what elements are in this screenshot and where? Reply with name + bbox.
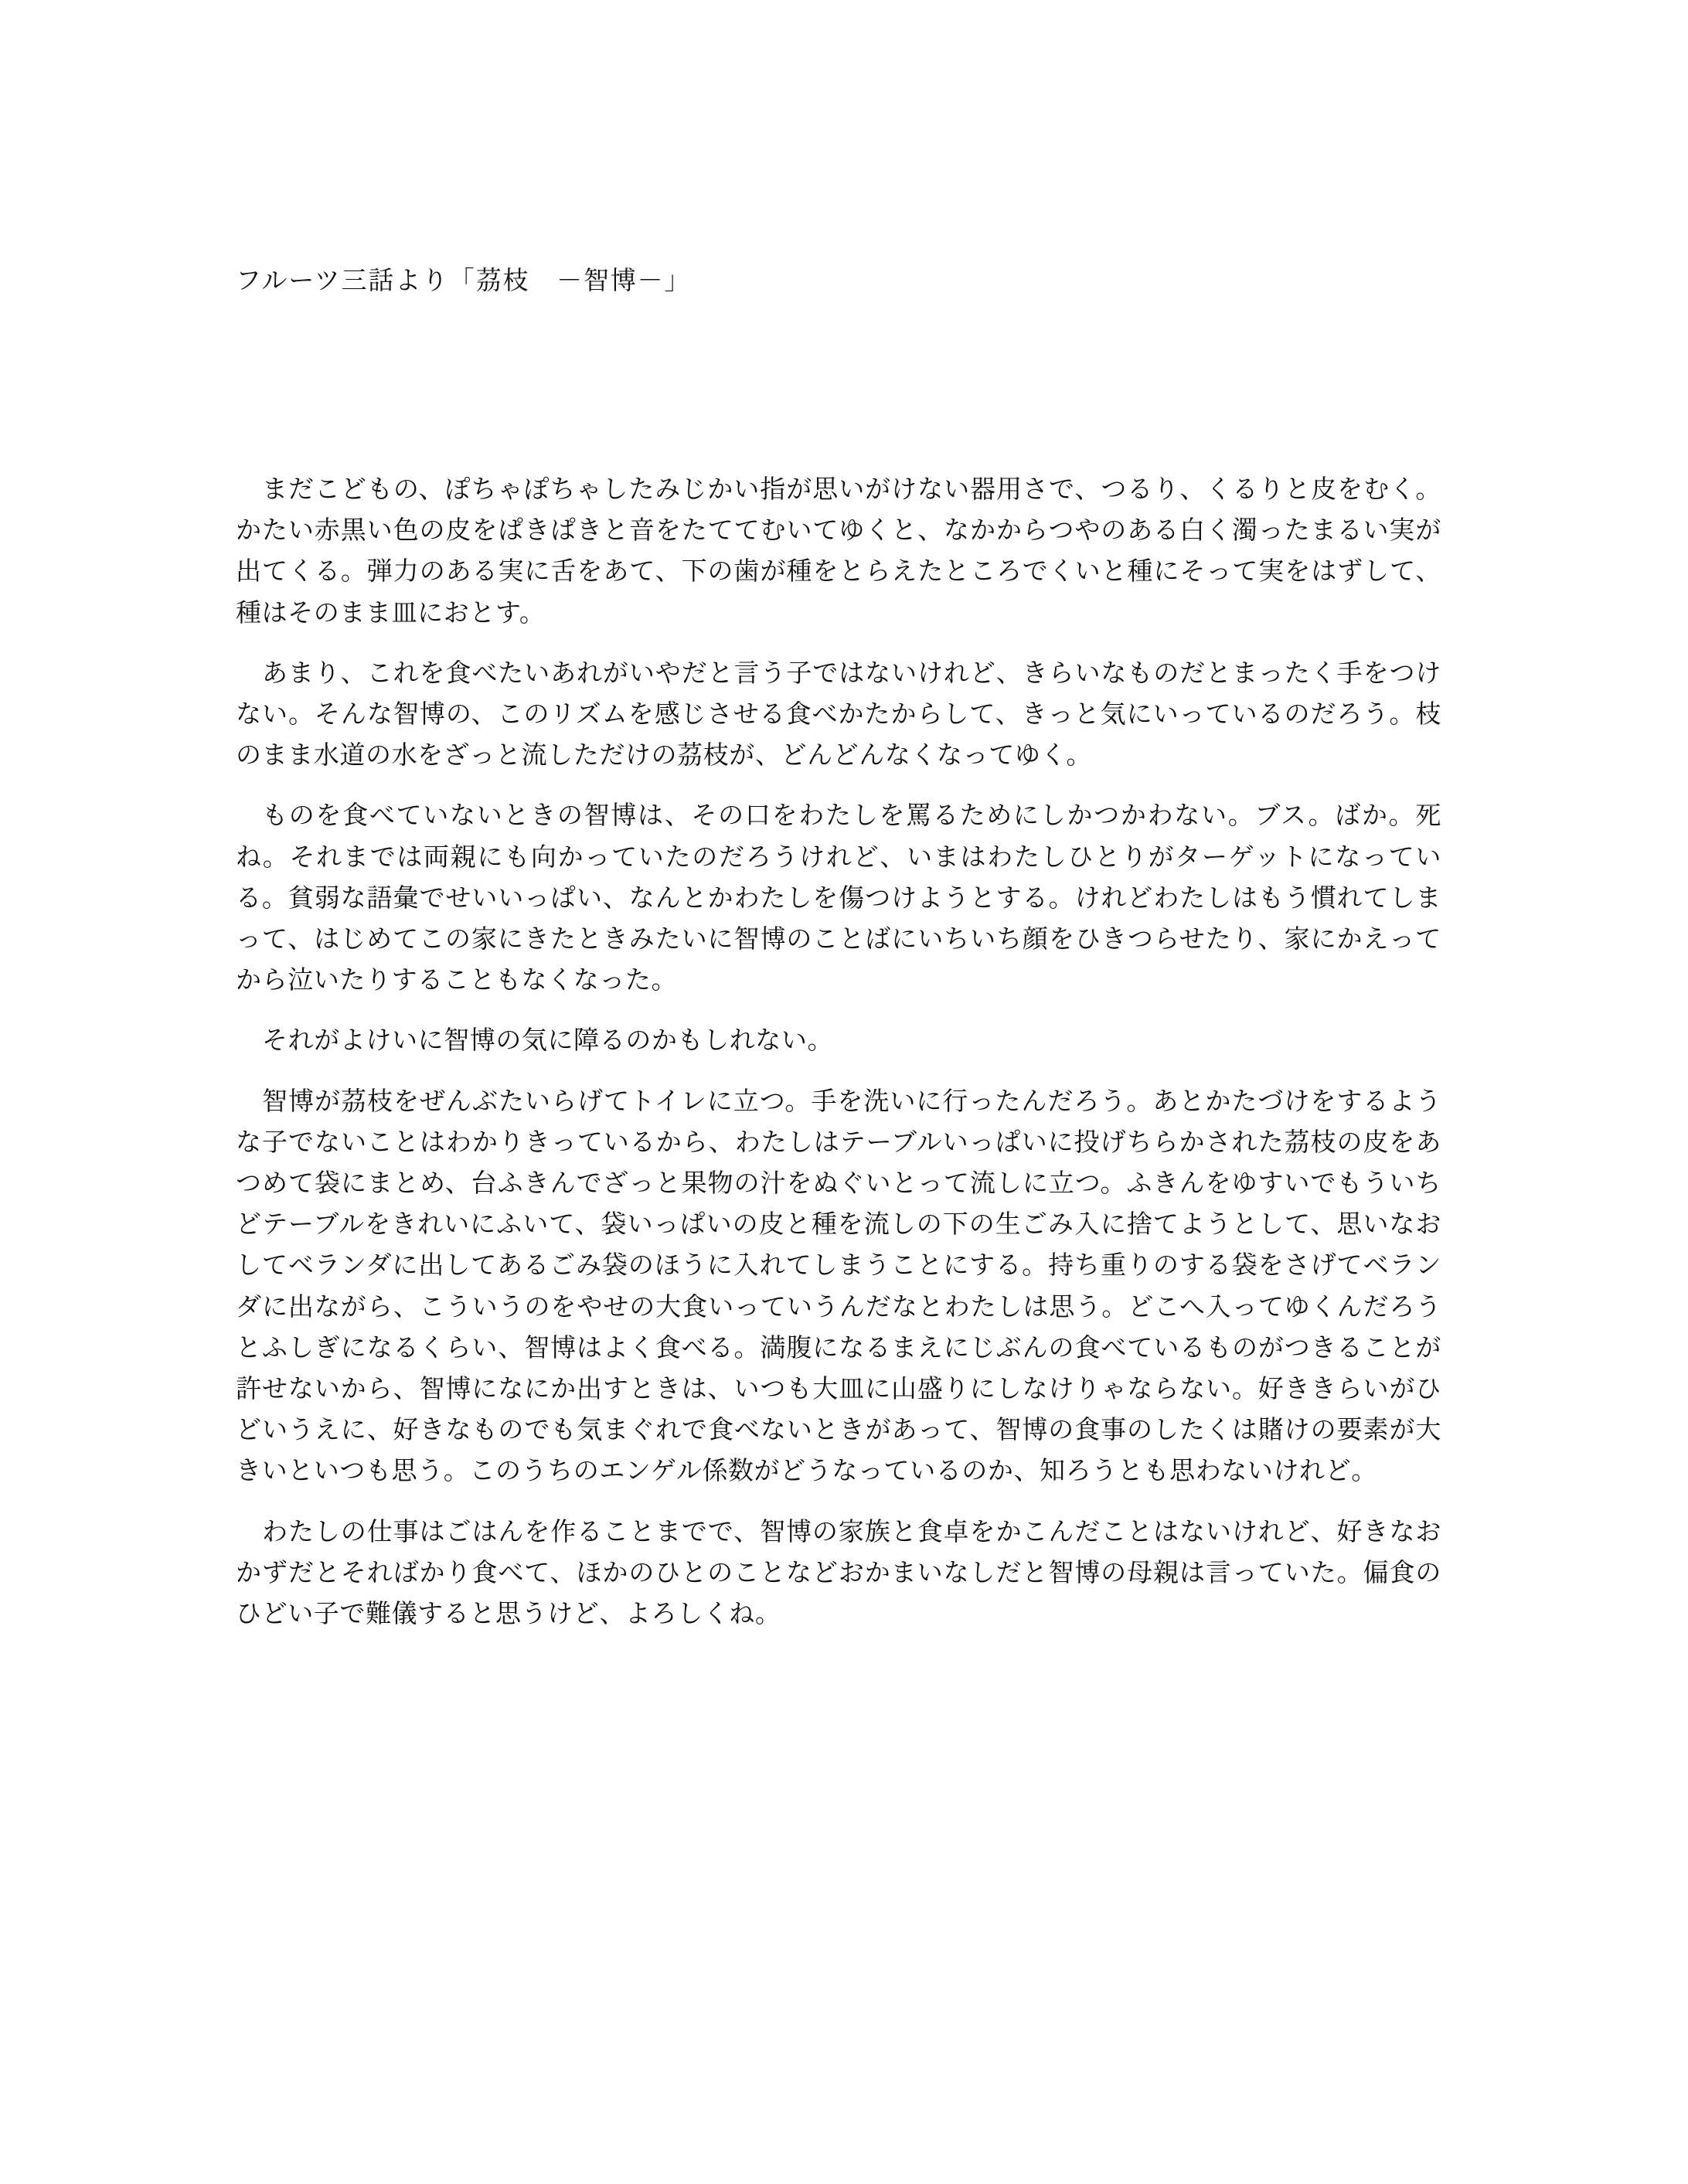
paragraph-1: まだこどもの、ぽちゃぽちゃしたみじかい指が思いがけない器用さで、つるり、くるりと皮をむく。かたい赤黒い色の皮をぱきぱきと音をたててむいてゆくと、なかからつやのある白く濁ったまるい実が出てくる。弾力のある実に舌をあて、下の歯が種をとらえたところでくいと種にそって実をはずして、種はそのまま皿におとす。 <box>236 474 1441 628</box>
paragraph-6: わたしの仕事はごはんを作ることまでで、智博の家族と食卓をかこんだことはないけれど、好きなおかずだとそればかり食べて、ほかのひとのことなどおかまいなしだと智博の母親は言っていた。偏食のひどい子で難儀すると思うけど、よろしくね。 <box>236 1516 1441 1629</box>
page-title: フルーツ三話より「茘枝 －智博－」 <box>236 265 692 295</box>
body-text-block <box>236 468 1441 1634</box>
paragraph-4: それがよけいに智博の気に障るのかもしれない。 <box>262 1025 834 1056</box>
paragraph-2: あまり、これを食べたいあれがいやだと言う子ではないけれど、きらいなものだとまったく手をつけない。そんな智博の、このリズムを感じさせる食べかたからして、きっと気にいっているのだろう。枝のまま水道の水をざっと流しただけの茘枝が、どんどんなくなってゆく。 <box>236 657 1441 771</box>
paragraph-5: 智博が茘枝をぜんぶたいらげてトイレに立つ。手を洗いに行ったんだろう。あとかたづけをするような子でないことはわかりきっているから、わたしはテーブルいっぱいに投げちらかされた茘枝の皮をあつめて袋にまとめ、台ふきんでざっと果物の汁をぬぐいとって流しに立つ。ふきんをゆすいでもういちどテーブルをきれいにふいて、袋いっぱいの皮と種を流しの下の生ごみ入に捨てようとして、思いなおしてベランダに出してあるごみ袋のほうに入れてしまうことにする。持ち重りのする袋をさげてベランダに出ながら、こういうのをやせの大食いっていうんだなとわたしは思う。どこへ入ってゆくんだろうとふしぎになるくらい、智博はよく食べる。満腹になるまえにじぶんの食べているものがつきることが許せないから、智博になにか出すときは、いつも大皿に山盛りにしなけりゃならない。好ききらいがひどいうえに、好きなものでも気まぐれで食べないときがあって、智博の食事のしたくは賭けの要素が大きいといつも思う。このうちのエンゲル係数がどうなっているのか、知ろうとも思わないけれど。 <box>236 1085 1441 1486</box>
paragraph-3: ものを食べていないときの智博は、その口をわたしを罵るためにしかつかわない。ブス。ばか。死ね。それまでは両親にも向かっていたのだろうけれど、いまはわたしひとりがターゲットになっている。貧弱な語彙でせいいっぱい、なんとかわたしを傷つけようとする。けれどわたしはもう慣れてしまって、はじめてこの家にきたときみたいに智博のことばにいちいち顔をひきつらせたり、家にかえってから泣いたりすることもなくなった。 <box>236 800 1441 995</box>
